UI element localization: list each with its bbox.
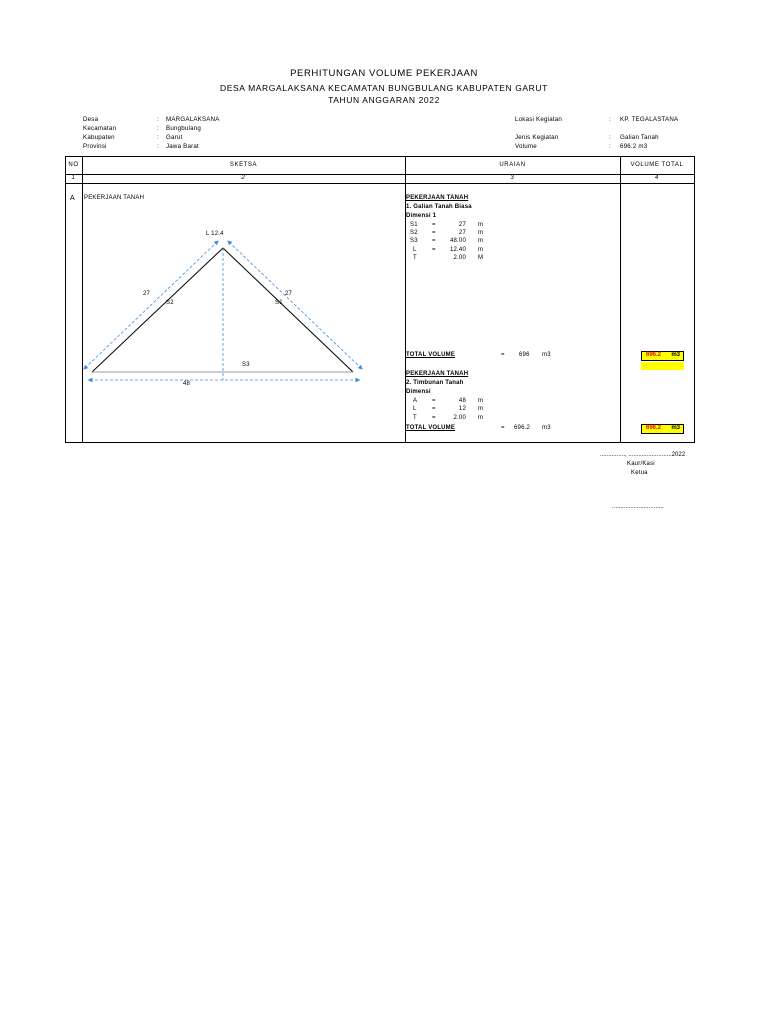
col-number: 2 (241, 175, 246, 181)
info-label: Provinsi (83, 143, 107, 150)
triangle-side-s1 (223, 248, 353, 372)
info-label: Volume (515, 143, 537, 150)
info-value: MARGALAKSANA (166, 116, 220, 123)
section-heading: PEKERJAAN TANAH (406, 371, 469, 377)
dimension-label: Dimensi 1 (406, 213, 437, 219)
dim-unit: m (478, 230, 484, 236)
col-number: 1 (71, 175, 76, 181)
sketch-label-l: L 12.4 (206, 231, 224, 237)
sketch-label-left-side: 27 (143, 291, 151, 297)
info-label: Lokasi Kegiatan (515, 116, 563, 123)
info-value: 696.2 m3 (620, 143, 648, 150)
sketch-label-s2: S2 (166, 300, 174, 306)
dim-value: 12 (458, 406, 466, 412)
dim-var: L (413, 406, 417, 412)
dim-var: S3 (410, 238, 418, 244)
right-side-dim-line (229, 242, 361, 368)
header-volume-total: VOLUME TOTAL (630, 162, 684, 168)
dim-unit: m (478, 238, 484, 244)
dim-var: S2 (410, 230, 418, 236)
total-volume-label: TOTAL VOLUME (406, 352, 456, 358)
total-eq: = (501, 352, 505, 358)
info-colon: : (157, 125, 159, 132)
total-value: 696.2 (514, 425, 531, 431)
dimension-label: Dimensi (406, 389, 431, 395)
volume-total-box (641, 424, 684, 434)
dim-value: 2.00 (453, 415, 466, 421)
signature-role: Kaur/Kasi (627, 461, 655, 467)
info-label: Kecamatan (83, 125, 117, 132)
section-subtitle: 2. Timbunan Tanah (406, 380, 464, 386)
dim-value: 48 (458, 398, 466, 404)
sketch-label-right-side: 27 (285, 291, 293, 297)
volume-total-unit: m3 (671, 352, 680, 358)
dim-value: 2.00 (453, 255, 466, 261)
info-colon: : (157, 143, 159, 150)
total-unit: m3 (542, 352, 551, 358)
dim-unit: m (478, 247, 484, 253)
info-value: Garut (166, 134, 183, 141)
dim-unit: m (478, 222, 484, 228)
section-heading: PEKERJAAN TANAH (406, 195, 469, 201)
header-no: NO (68, 162, 79, 168)
info-value: Jawa Barat (166, 143, 199, 150)
volume-total-box (641, 351, 684, 361)
dim-value: 48.00 (449, 238, 466, 244)
total-eq: = (501, 425, 505, 431)
dim-eq: = (432, 230, 436, 236)
triangle-side-s2 (92, 248, 223, 372)
info-label: Kabupaten (83, 134, 115, 141)
sketch-diagram (82, 220, 382, 400)
info-value: Bungbulang (166, 125, 202, 132)
doc-title: PERHITUNGAN VOLUME PEKERJAAN (290, 68, 478, 79)
info-value: Galian Tanah (620, 134, 659, 141)
dim-var: T (413, 415, 417, 421)
dim-var: T (413, 255, 417, 261)
dim-unit: m (478, 398, 484, 404)
dim-eq: = (432, 238, 436, 244)
info-colon: : (157, 116, 159, 123)
header-uraian: URAIAN (499, 162, 526, 168)
sketch-label-bottom: 48 (183, 381, 191, 387)
info-colon: : (609, 116, 611, 123)
dim-var: L (413, 247, 417, 253)
doc-subtitle: DESA MARGALAKSANA KECAMATAN BUNGBULANG KABUPATEN GARUT (220, 83, 548, 93)
dim-eq: = (432, 406, 436, 412)
total-value: 696 (519, 352, 530, 358)
dim-eq: = (432, 247, 436, 253)
section-subtitle: 1. Galian Tanah Biasa (406, 204, 472, 210)
dim-value: 12.40 (449, 247, 466, 253)
header-sketsa: SKETSA (229, 162, 258, 168)
dim-unit: M (478, 255, 484, 261)
dim-value: 27 (458, 230, 466, 236)
total-unit: m3 (542, 425, 551, 431)
volume-total-value: 696.2 (646, 425, 662, 431)
dim-var: S1 (410, 222, 418, 228)
sketch-label-s3: S3 (242, 362, 250, 368)
signature-name-line: ............................... (612, 504, 664, 510)
dim-unit: m (478, 415, 484, 421)
total-volume-label: TOTAL VOLUME (406, 425, 456, 431)
info-label: Desa (83, 116, 99, 123)
highlight-strip (641, 362, 684, 370)
volume-total-value: 696.2 (646, 352, 662, 358)
table-border-right (694, 156, 695, 443)
col-number: 3 (510, 175, 515, 181)
col-number: 4 (655, 175, 659, 181)
dim-unit: m (478, 406, 484, 412)
row-no: A (70, 195, 75, 202)
sketch-label-s1: S1 (275, 300, 283, 306)
dim-eq: = (432, 222, 436, 228)
table-colnum-divider (65, 183, 695, 184)
info-colon: : (609, 134, 611, 141)
signature-role: Ketua (631, 470, 648, 476)
table-border-left (65, 156, 66, 443)
table-col-divider (620, 156, 621, 443)
dim-eq: = (432, 398, 436, 404)
left-side-dim-line (85, 242, 217, 368)
info-colon: : (609, 143, 611, 150)
info-label: Jenis Kegiatan (515, 134, 559, 141)
table-border-top (65, 156, 695, 157)
dim-eq: = (432, 415, 436, 421)
info-value: KP. TEGALASTANA (620, 116, 679, 123)
signature-date: ..............., ..........................2022 (600, 452, 686, 458)
table-border-bottom (65, 442, 695, 443)
volume-total-unit: m3 (671, 425, 680, 431)
info-colon: : (157, 134, 159, 141)
row-title: PEKERJAAN TANAH (84, 195, 145, 201)
dim-var: A (413, 398, 418, 404)
doc-year: TAHUN ANGGARAN 2022 (328, 95, 440, 105)
dim-value: 27 (458, 222, 466, 228)
